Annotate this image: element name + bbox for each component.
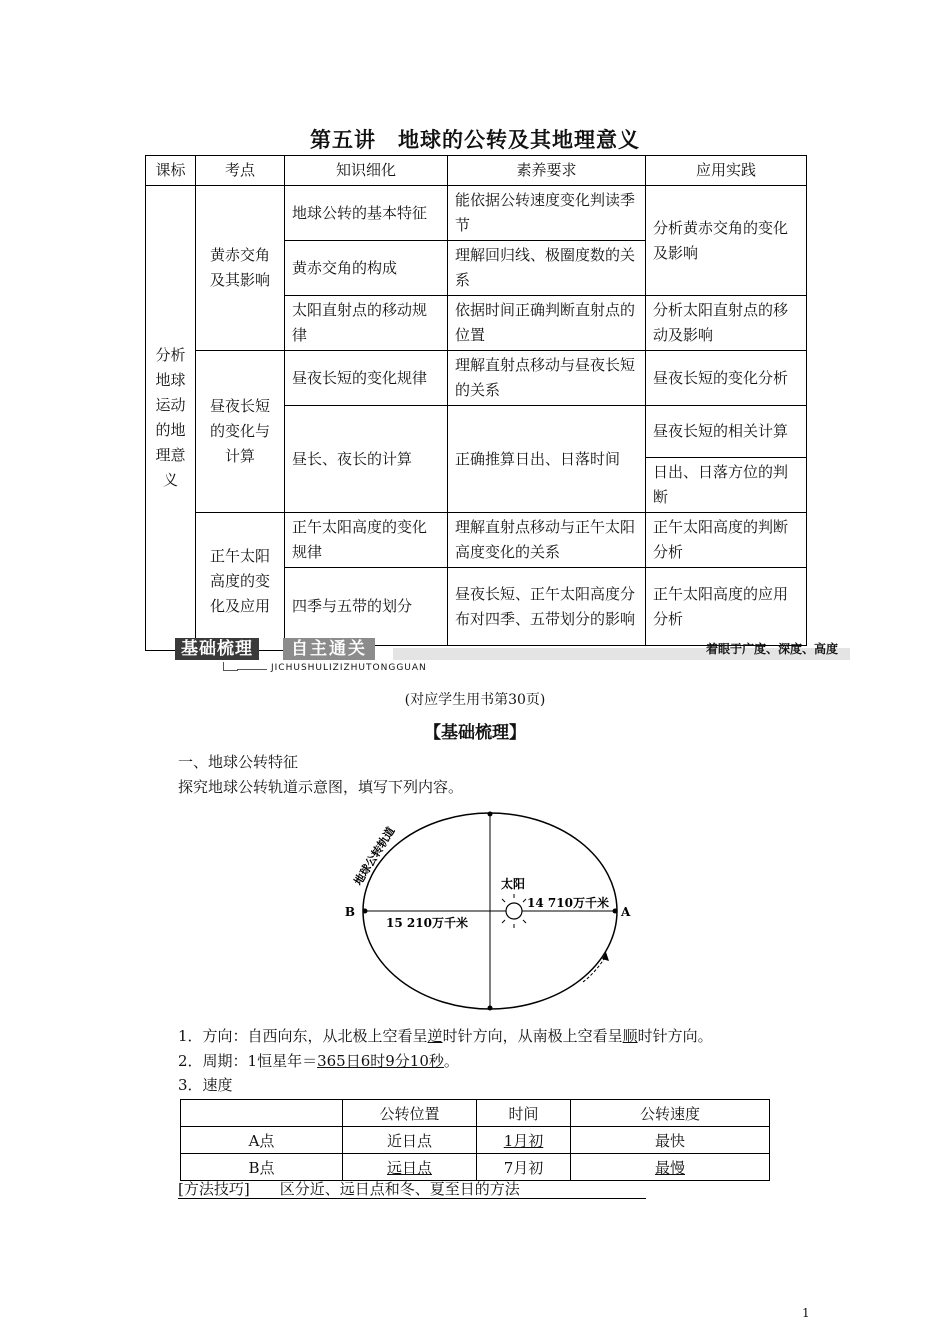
- orbit-direction-arrow: [583, 956, 606, 982]
- method-tip: [178, 1180, 646, 1199]
- direction-answer: 顺: [622, 1027, 638, 1045]
- direction-answer: 逆: [427, 1027, 443, 1045]
- practice-cell: 正午太阳高度的判断分析: [646, 513, 807, 568]
- method-text: 区分近、远日点和冬、夏至日的方法: [279, 1180, 520, 1198]
- direction-line: [178, 1025, 713, 1046]
- perihelion-point: [613, 909, 618, 914]
- part-title: 一、地球公转特征: [178, 753, 299, 771]
- banner-pinyin: JICHUSHULIZIZHUTONGGUAN: [271, 663, 427, 673]
- speed-header: 公转位置: [343, 1100, 477, 1127]
- banner-sub-label: 自主通关: [283, 638, 375, 660]
- speed-table: [180, 1099, 770, 1181]
- header-topic: 考点: [196, 156, 285, 186]
- knowledge-cell: 昼长、夜长的计算: [285, 406, 448, 513]
- table-row: [181, 1127, 770, 1154]
- page-number: 1: [802, 1306, 810, 1320]
- banner-slogan: 着眼于广度、深度、高度: [705, 642, 838, 656]
- period-answer: 365日6时9分10秒: [317, 1052, 444, 1070]
- literacy-cell: 理解回归线、极圈度数的关系: [448, 241, 646, 296]
- knowledge-cell: 地球公转的基本特征: [285, 186, 448, 241]
- point-b-label: B: [344, 905, 355, 919]
- speed-header: 时间: [477, 1100, 571, 1127]
- literacy-cell: 正确推算日出、日落时间: [448, 406, 646, 513]
- table-row: [181, 1154, 770, 1181]
- speed-cell: 最快: [571, 1127, 770, 1154]
- practice-cell: 昼夜长短的变化分析: [646, 351, 807, 406]
- header-knowledge: 知识细化: [285, 156, 448, 186]
- literacy-cell: 昼夜长短、正午太阳高度分布对四季、五带划分的影响: [448, 568, 646, 646]
- banner-pin-mark: [223, 662, 238, 671]
- topic-cell: 昼夜长短的变化与计算: [196, 351, 285, 513]
- header-standard: 课标: [146, 156, 196, 186]
- knowledge-cell: 四季与五带的划分: [285, 568, 448, 646]
- speed-header: 公转速度: [571, 1100, 770, 1127]
- orbit-label: 地球公转轨道: [351, 824, 398, 888]
- speed-header: [181, 1100, 343, 1127]
- aphelion-point: [363, 909, 368, 914]
- knowledge-cell: 昼夜长短的变化规律: [285, 351, 448, 406]
- literacy-cell: 依据时间正确判断直射点的位置: [448, 296, 646, 351]
- period-text: 。: [443, 1052, 459, 1070]
- speed-cell-answer: 1月初: [477, 1127, 571, 1154]
- direction-text: 时针方向，从南极上空看呈: [442, 1027, 623, 1045]
- knowledge-cell: 太阳直射点的移动规律: [285, 296, 448, 351]
- speed-title: 3．速度: [178, 1076, 233, 1094]
- method-tag: [方法技巧]: [178, 1180, 250, 1198]
- orbit-point-top: [488, 812, 493, 817]
- orbit-ellipse: [363, 813, 617, 1009]
- header-literacy: 素养要求: [448, 156, 646, 186]
- literacy-cell: 理解直射点移动与正午太阳高度变化的关系: [448, 513, 646, 568]
- speed-cell: 7月初: [477, 1154, 571, 1181]
- aphelion-distance: 15 210万千米: [386, 916, 468, 930]
- header-practice: 应用实践: [646, 156, 807, 186]
- literacy-cell: 能依据公转速度变化判读季节: [448, 186, 646, 241]
- practice-cell: 昼夜长短的相关计算: [646, 406, 807, 458]
- literacy-cell: 理解直射点移动与昼夜长短的关系: [448, 351, 646, 406]
- period-text: 2．周期：1恒星年＝: [178, 1052, 318, 1070]
- practice-cell: 分析太阳直射点的移动及影响: [646, 296, 807, 351]
- perihelion-distance: 14 710万千米: [527, 896, 609, 910]
- knowledge-cell: 正午太阳高度的变化规律: [285, 513, 448, 568]
- speed-cell: B点: [181, 1154, 343, 1181]
- sun-label: 太阳: [500, 877, 526, 891]
- speed-cell-answer: 远日点: [343, 1154, 477, 1181]
- speed-cell: A点: [181, 1127, 343, 1154]
- topic-cell: 黄赤交角及其影响: [196, 186, 285, 351]
- direction-text: 1．方向：自西向东，从北极上空看呈: [178, 1027, 428, 1045]
- topic-cell: 正午太阳高度的变化及应用: [196, 513, 285, 651]
- standard-cell: 分析地球运动的地理意义: [146, 186, 196, 651]
- speed-cell: 近日点: [343, 1127, 477, 1154]
- practice-cell: 正午太阳高度的应用分析: [646, 568, 807, 646]
- point-a-label: A: [621, 905, 631, 919]
- instruction-text: 探究地球公转轨道示意图，填写下列内容。: [178, 778, 464, 796]
- curriculum-table: [145, 155, 807, 651]
- direction-text: 时针方向。: [637, 1027, 713, 1045]
- banner-pin-line: [237, 669, 267, 670]
- section-banner: [145, 636, 850, 672]
- banner-main-label: 基础梳理: [175, 638, 259, 660]
- page-title: 第五讲 地球的公转及其地理意义: [310, 127, 640, 152]
- sun-icon: [497, 894, 531, 928]
- speed-cell-answer: 最慢: [571, 1154, 770, 1181]
- practice-cell: 日出、日落方位的判断: [646, 458, 807, 513]
- orbit-point-bottom: [488, 1006, 493, 1011]
- period-line: [178, 1050, 459, 1071]
- ref-note: (对应学生用书第30页): [404, 692, 546, 708]
- knowledge-cell: 黄赤交角的构成: [285, 241, 448, 296]
- arrow-head-icon: [602, 952, 609, 961]
- practice-cell: 分析黄赤交角的变化及影响: [646, 186, 807, 296]
- section-heading: 【基础梳理】: [424, 723, 526, 743]
